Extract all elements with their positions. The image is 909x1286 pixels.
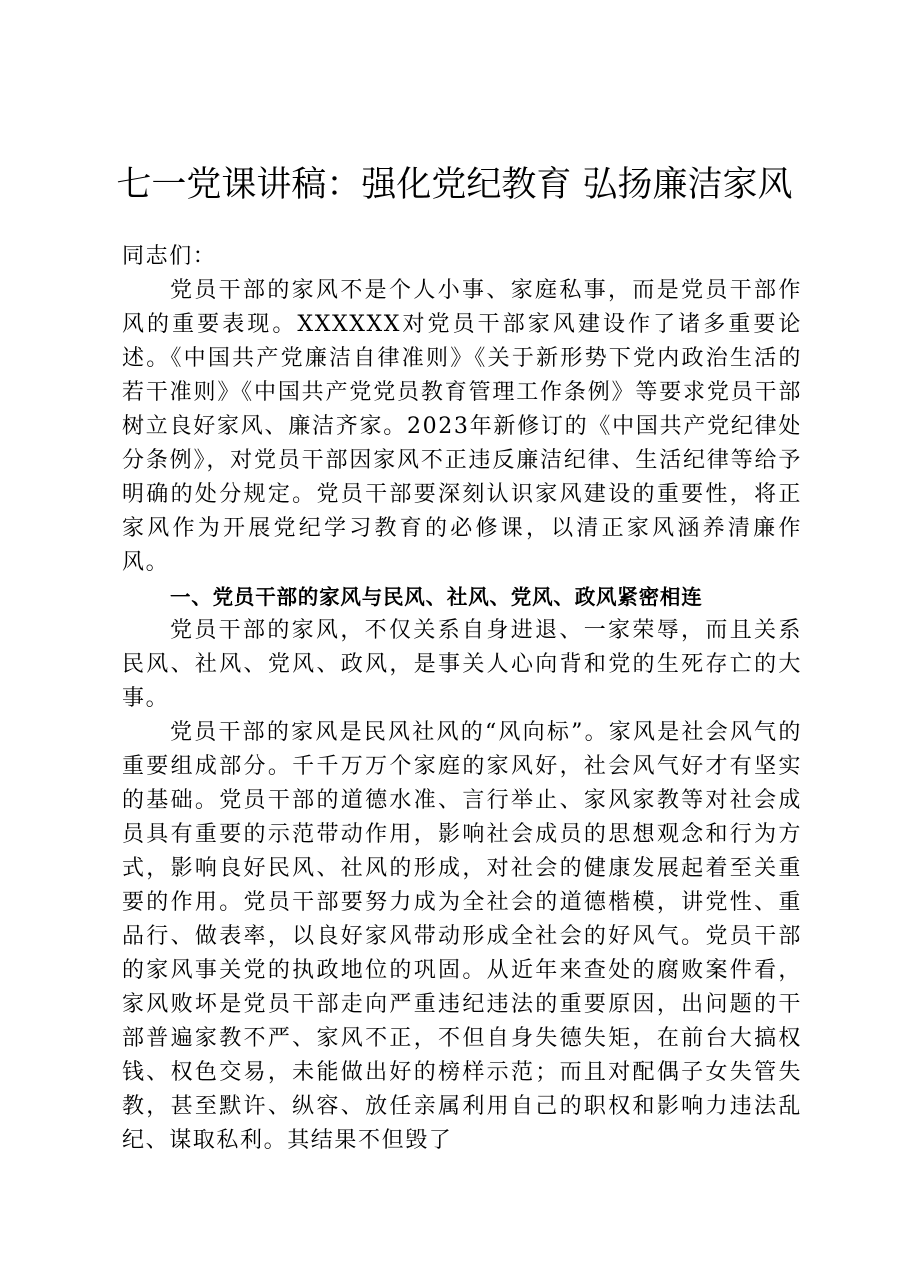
paragraph-section1-body: 党员干部的家风是民风社风的“风向标”。家风是社会风气的重要组成部分。千千万万个家庭的家风好，社会风气好才有坚实的基础。党员干部的道德水准、言行举止、家风家教等对社会成员具有重要的示范带动作用，影响社会成员的思想观念和行为方式，影响良好民风、社风的形成，对社会的健康发展起着至关重要的作用。党员干部要努力成为全社会的道德楷模，讲党性、重品行、做表率，以良好家风带动形成全社会的好风气。党员干部的家风事关党的执政地位的巩固。从近年来查处的腐败案件看，家风败坏是党员干部走向严重违纪违法的重要原因，出问题的干部普遍家教不严、家风不正，不但自身失德失矩，在前台大搞权钱、权色交易，未能做出好的榜样示范；而且对配偶子女失管失教，甚至默许、纵容、放任亲属利用自己的职权和影响力违法乱纪、谋取私利。其结果不但毁了 xyxy=(122,720,802,1153)
paragraph-intro: 党员干部的家风不是个人小事、家庭私事，而是党员干部作风的重要表现。XXXXXX对党员干部家风建设作了诸多重要论述。《中国共产党廉洁自律准则》《关于新形势下党内政治生活的若干准则》《中国共产党党员教育管理工作条例》等要求党员干部树立良好家风、廉洁齐家。2023年新修订的《中国共产党纪律处分条例》，对党员干部因家风不正违反廉洁纪律、生活纪律等给予明确的处分规定。党员干部要深刻认识家风建设的重要性，将正家风作为开展党纪学习教育的必修课，以清正家风涵养清廉作风。 xyxy=(122,278,802,575)
section-heading-1: 一、党员干部的家风与民风、社风、党风、政风紧密相连 xyxy=(170,585,703,609)
salutation: 同志们： xyxy=(122,244,217,269)
paragraph-section1-lead: 党员干部的家风，不仅关系自身进退、一家荣辱，而且关系民风、社风、党风、政风，是事关人心向背和党的生死存亡的大事。 xyxy=(122,618,802,711)
document-body xyxy=(122,240,802,1158)
document-title: 七一党课讲稿：强化党纪教育 弘扬廉洁家风 xyxy=(116,165,793,205)
